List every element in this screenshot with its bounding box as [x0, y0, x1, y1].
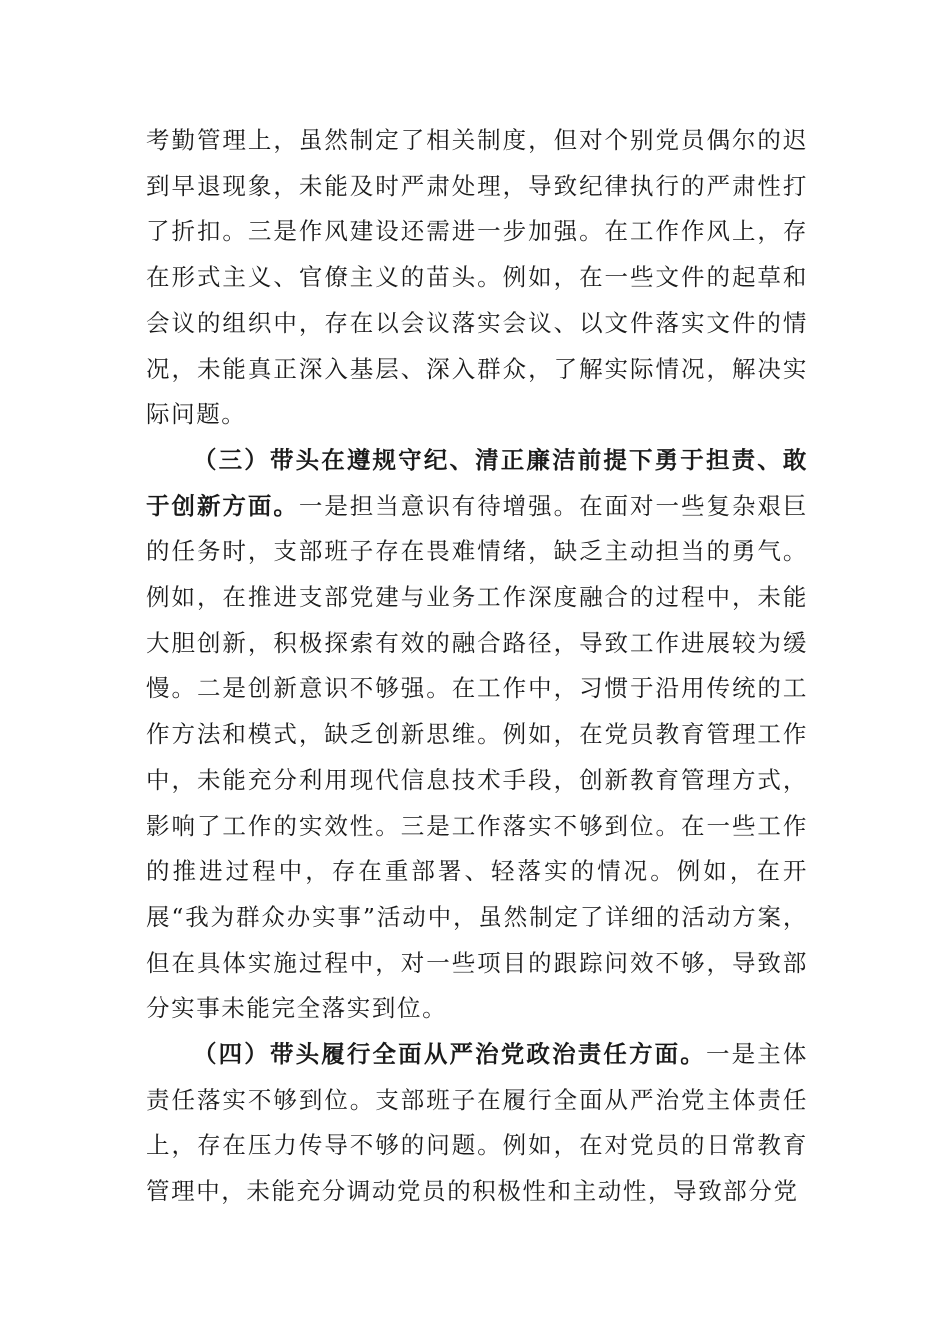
paragraph-text: 一是主体责任落实不够到位。支部班子在履行全面从严治党主体责任上，存在压力传导不够的问题。例如，在对党员的日常教育管理中，未能充分调动党员的积极性和主动性，导致部分党 — [146, 1040, 808, 1206]
paragraph-text: 考勤管理上，虽然制定了相关制度，但对个别党员偶尔的迟到早退现象，未能及时严肃处理，导致纪律执行的严肃性打了折扣。三是作风建设还需进一步加强。在工作作风上，存在形式主义、官僚主义的苗头。例如，在一些文件的起草和会议的组织中，存在以会议落实会议、以文件落实文件的情况，未能真正深入基层、深入群众，了解实际情况，解决实际问题。 — [146, 126, 808, 429]
paragraph-section-three — [146, 438, 808, 1032]
paragraph-section-four — [146, 1032, 808, 1215]
document-body — [146, 118, 808, 1215]
section-four-heading: （四）带头履行全面从严治党政治责任方面。 — [193, 1040, 706, 1069]
section-three-heading: （三）带头在遵规守纪、清正廉洁前提下勇于担责、敢于创新方面。 — [146, 445, 808, 520]
paragraph-text: 一是担当意识有待增强。在面对一些复杂艰巨的任务时，支部班子存在畏难情绪，缺乏主动担当的勇气。例如，在推进支部党建与业务工作深度融合的过程中，未能大胆创新，积极探索有效的融合路径，导致工作进展较为缓慢。二是创新意识不够强。在工作中，习惯于沿用传统的工作方法和模式，缺乏创新思维。例如，在党员教育管理工作中，未能充分利用现代信息技术手段，创新教育管理方式，影响了工作的实效性。三是工作落实不够到位。在一些工作的推进过程中，存在重部署、轻落实的情况。例如，在开展“我为群众办实事”活动中，虽然制定了详细的活动方案，但在具体实施过程中，对一些项目的跟踪问效不够，导致部分实事未能完全落实到位。 — [146, 491, 808, 1023]
paragraph-continuation — [146, 118, 808, 438]
